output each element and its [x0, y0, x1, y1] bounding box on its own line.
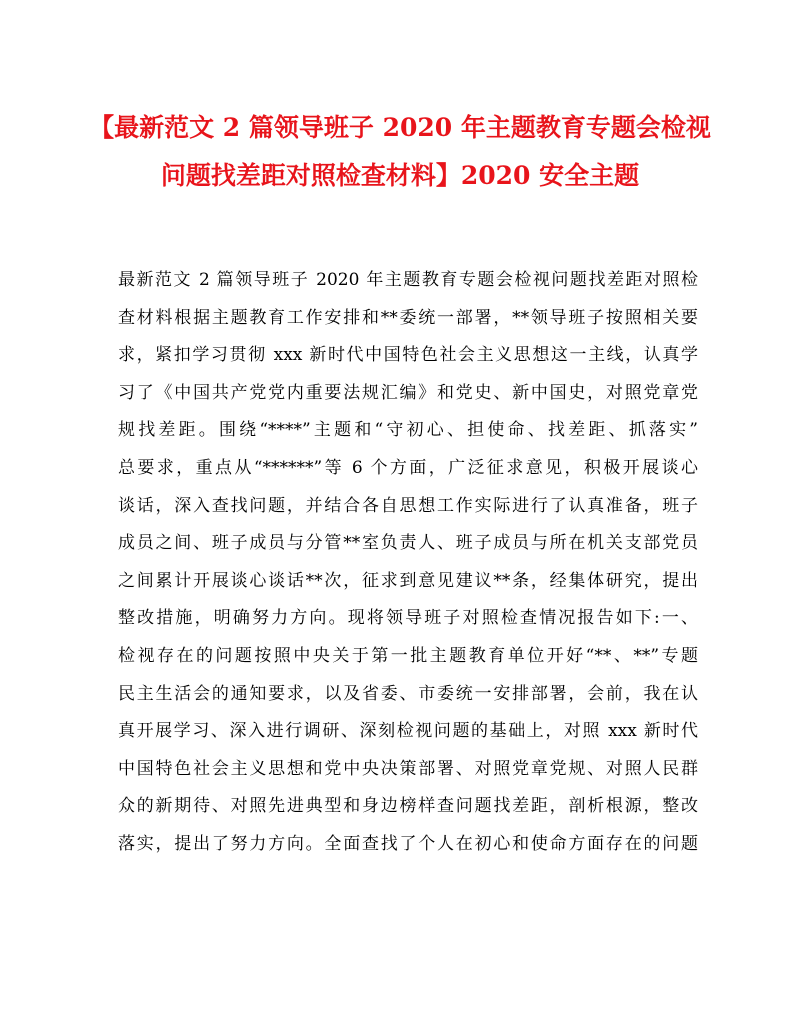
body-line: 之间累计开展谈心谈话**次，征求到意见建议**条，经集体研究，提出	[118, 570, 698, 591]
document-body	[118, 262, 698, 864]
body-line: 谈话，深入查找问题，并结合各自思想工作实际进行了认真准备，班子	[118, 495, 698, 516]
body-line: 众的新期待、对照先进典型和身边榜样查问题找差距，剖析根源，整改	[118, 796, 698, 817]
body-line: 整改措施，明确努力方向。现将领导班子对照检查情况报告如下:一、	[118, 608, 698, 629]
body-line: 中国特色社会主义思想和党中央决策部署、对照党章党规、对照人民群	[118, 758, 698, 779]
title-line: 问题找差距对照检查材料】2020 安全主题	[160, 161, 640, 190]
body-line: 求，紧扣学习贯彻 xxx 新时代中国特色社会主义思想这一主线，认真学	[118, 345, 698, 366]
body-line: 落实，提出了努力方向。全面查找了个人在初心和使命方面存在的问题	[118, 833, 698, 854]
title-line: 【最新范文 2 篇领导班子 2020 年主题教育专题会检视	[89, 113, 711, 142]
document-title	[80, 104, 720, 200]
body-line: 总要求，重点从“******”等 6 个方面，广泛征求意见，积极开展谈心	[118, 457, 698, 478]
body-line: 民主生活会的通知要求，以及省委、市委统一安排部署，会前，我在认	[118, 683, 698, 704]
body-line: 检视存在的问题按照中央关于第一批主题教育单位开好“**、**”专题	[118, 645, 698, 666]
body-line: 查材料根据主题教育工作安排和**委统一部署，**领导班子按照相关要	[118, 307, 698, 328]
body-line: 规找差距。围绕“****”主题和“守初心、担使命、找差距、抓落实”	[118, 420, 698, 441]
body-line: 成员之间、班子成员与分管**室负责人、班子成员与所在机关支部党员	[118, 533, 698, 554]
body-line: 最新范文 2 篇领导班子 2020 年主题教育专题会检视问题找差距对照检	[118, 270, 698, 290]
body-line: 习了《中国共产党党内重要法规汇编》和党史、新中国史，对照党章党	[118, 382, 698, 403]
body-line: 真开展学习、深入进行调研、深刻检视问题的基础上，对照 xxx 新时代	[118, 721, 698, 742]
